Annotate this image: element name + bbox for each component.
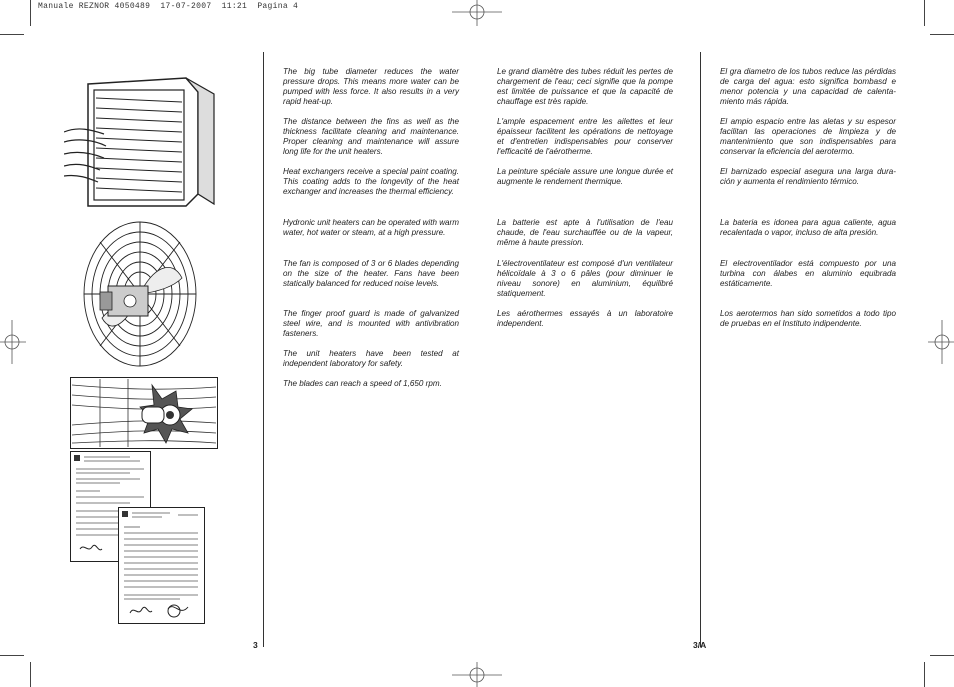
fan-guard-illustration <box>72 218 198 368</box>
french-paragraph: L'ample espacement entre les ailettes et leur épaisseur facilitent les opérations de nettoyage et d'entretien indispensables pour conserver l'efficacité de l'aérotherme. <box>497 117 673 157</box>
spanish-paragraph: El ampio espacio entre las aletas y su espesor facilitan las operaciones de limpieza y de mantenimiento que son indispensables para conservar la eficiencia del aerotermo. <box>720 117 896 157</box>
english-paragraph: The big tube diameter reduces the water pressure drops. This means more water can be pumped with less force. It also results in a very rapid heat-up. <box>283 67 459 107</box>
spanish-paragraph: El electroventilador está compuesto por una turbina con álabes en aluminio equibrada estáticamente. <box>720 259 896 289</box>
french-paragraph: Le grand diamètre des tubes réduit les pertes de chargement de l'eau; ceci signifie que la pompe est limitée de puissance et que la capacité de chauffage est très rapide. <box>497 67 673 107</box>
crop-mark <box>924 662 925 687</box>
french-paragraph: La peinture spéciale assure une longue durée et augmente le rendement thermique. <box>497 167 673 187</box>
french-paragraph: Les aérothermes essayés à un laboratoire independent. <box>497 309 673 329</box>
english-paragraph: Hydronic unit heaters can be operated with warm water, hot water or steam, at a high pressure. <box>283 218 459 238</box>
unit-heater-illustration <box>64 76 224 226</box>
registration-mark-bottom <box>452 662 502 687</box>
crop-mark <box>924 0 925 26</box>
spanish-paragraph: La bateria es idonea para agua caliente, agua recalentada o vapor, incluso de alta presión. <box>720 218 896 238</box>
french-paragraph: L'électroventilateur est composé d'un ventilateur hélicoïdale à 3 o 6 pâles (pour diminuer le niveau sonore) en aluminium, équilibré statiquement. <box>497 259 673 299</box>
crop-mark <box>930 655 954 656</box>
registration-mark-left <box>0 320 26 364</box>
page-divider-left <box>263 52 264 647</box>
fan-guard-detail-illustration <box>70 377 218 449</box>
page-number-right: 3/A <box>693 640 707 650</box>
crop-mark <box>0 655 24 656</box>
print-header: Manuale REZNOR 4050489 17-07-2007 11:21 Pagina 4 <box>38 2 299 11</box>
test-certificate-illustration <box>70 451 206 625</box>
crop-mark <box>30 0 31 26</box>
spanish-paragraph: El barnizado especial asegura una larga dura-ción y aumenta el rendimiento térmico. <box>720 167 896 187</box>
french-paragraph: La batterie est apte à l'utilisation de l'eau chaude, de l'eau surchauffée ou de la vapeur, même à haute pression. <box>497 218 673 248</box>
english-paragraph: The unit heaters have been tested at independent laboratory for safety. <box>283 349 459 369</box>
spanish-paragraph: El gra diametro de los tubos reduce las pérdidas de carga del agua: esto significa bombasd e menor potencia y una capacidad de calenta-miento más rápida. <box>720 67 896 107</box>
registration-mark-right <box>928 320 954 364</box>
registration-mark-top <box>452 0 502 26</box>
page-number-left: 3 <box>253 640 258 650</box>
crop-mark <box>930 34 954 35</box>
english-paragraph: The distance between the fins as well as the thickness facilitate cleaning and maintenance. Proper cleaning and maintenance will assure long life for the unit heaters. <box>283 117 459 157</box>
spanish-paragraph: Los aerotermos han sido sometidos a todo tipo de pruebas en el Instituto indipendente. <box>720 309 896 329</box>
english-paragraph: The fan is composed of 3 or 6 blades depending on the size of the heater. Fans have been statically balanced for reduced noise levels. <box>283 259 459 289</box>
crop-mark <box>0 34 24 35</box>
english-paragraph: The blades can reach a speed of 1,650 rpm. <box>283 379 442 388</box>
page-divider-right <box>700 52 701 647</box>
english-paragraph: Heat exchangers receive a special paint coating. This coating adds to the longevity of the heat exchanger and increases the thermal efficiency. <box>283 167 459 197</box>
crop-mark <box>30 662 31 687</box>
english-paragraph: The finger proof guard is made of galvanized steel wire, and is mounted with antivibration fasteners. <box>283 309 459 339</box>
